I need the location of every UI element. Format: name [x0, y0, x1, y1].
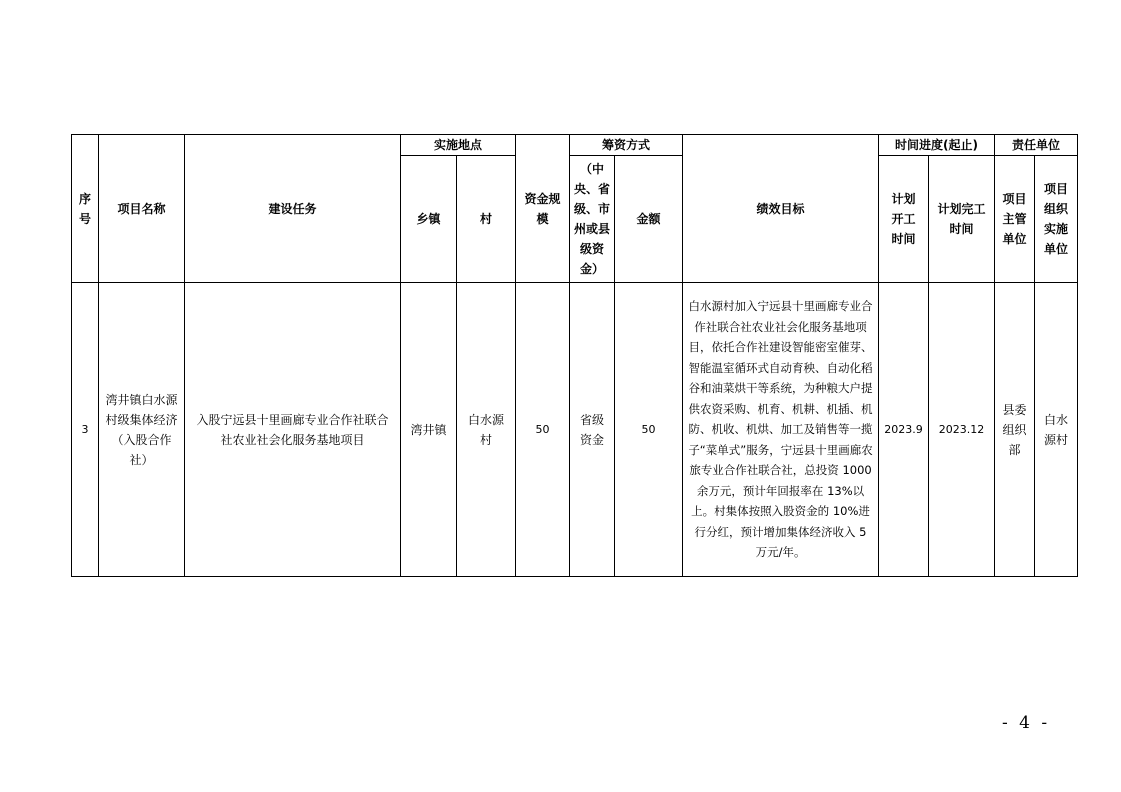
- header-schedule-group: 时间进度(起止): [879, 135, 995, 156]
- header-responsibility-group: 责任单位: [995, 135, 1078, 156]
- header-planned-end: 计划完工时间: [929, 156, 995, 283]
- cell-planned-end: 2023.12: [929, 283, 995, 577]
- header-performance-goal: 绩效目标: [683, 135, 879, 283]
- header-village: 村: [457, 156, 516, 283]
- header-planned-start: 计划开工时间: [879, 156, 929, 283]
- cell-construction-task: 入股宁远县十里画廊专业合作社联合社农业社会化服务基地项目: [185, 283, 401, 577]
- header-location-group: 实施地点: [401, 135, 516, 156]
- cell-fund-scale: 50: [516, 283, 570, 577]
- header-row-group: [72, 135, 1078, 156]
- cell-village: 白水源村: [457, 283, 516, 577]
- header-supervisor-unit: 项目主管单位: [995, 156, 1035, 283]
- header-township: 乡镇: [401, 156, 457, 283]
- cell-implementing-unit: 白水源村: [1035, 283, 1078, 577]
- header-implementing-unit: 项目组织实施单位: [1035, 156, 1078, 283]
- header-fund-scale: 资金规模: [516, 135, 570, 283]
- cell-project-name: 湾井镇白水源村级集体经济（入股合作社）: [99, 283, 185, 577]
- header-seq: 序号: [72, 135, 99, 283]
- cell-performance-goal: 白水源村加入宁远县十里画廊专业合作社联合社农业社会化服务基地项目，依托合作社建设智能密室催芽、智能温室循环式自动育秧、自动化稻谷和油菜烘干等系统，为种粮大户提供农资采购、机育、机耕、机插、机防、机收、机烘、加工及销售等一揽子“菜单式”服务，宁远县十里画廊农旅专业合作社联合社，总投资 1000 余万元，预计年回报率在 13%以上。村集体按照入股资金的 10%进行分红，预计增加集体经济收入 5 万元/年。: [683, 283, 879, 577]
- header-project-name: 项目名称: [99, 135, 185, 283]
- project-table-container: [71, 134, 1077, 577]
- header-funding-group: 筹资方式: [570, 135, 683, 156]
- cell-planned-start: 2023.9: [879, 283, 929, 577]
- cell-seq: 3: [72, 283, 99, 577]
- header-construction-task: 建设任务: [185, 135, 401, 283]
- cell-amount: 50: [615, 283, 683, 577]
- cell-township: 湾井镇: [401, 283, 457, 577]
- header-amount: 金额: [615, 156, 683, 283]
- cell-supervisor-unit: 县委组织部: [995, 283, 1035, 577]
- cell-fund-source: 省级资金: [570, 283, 615, 577]
- table-row: [72, 283, 1078, 577]
- header-fund-source: （中央、省级、市州或县级资金）: [570, 156, 615, 283]
- project-table: [71, 134, 1078, 577]
- page-number: - 4 -: [1002, 713, 1051, 733]
